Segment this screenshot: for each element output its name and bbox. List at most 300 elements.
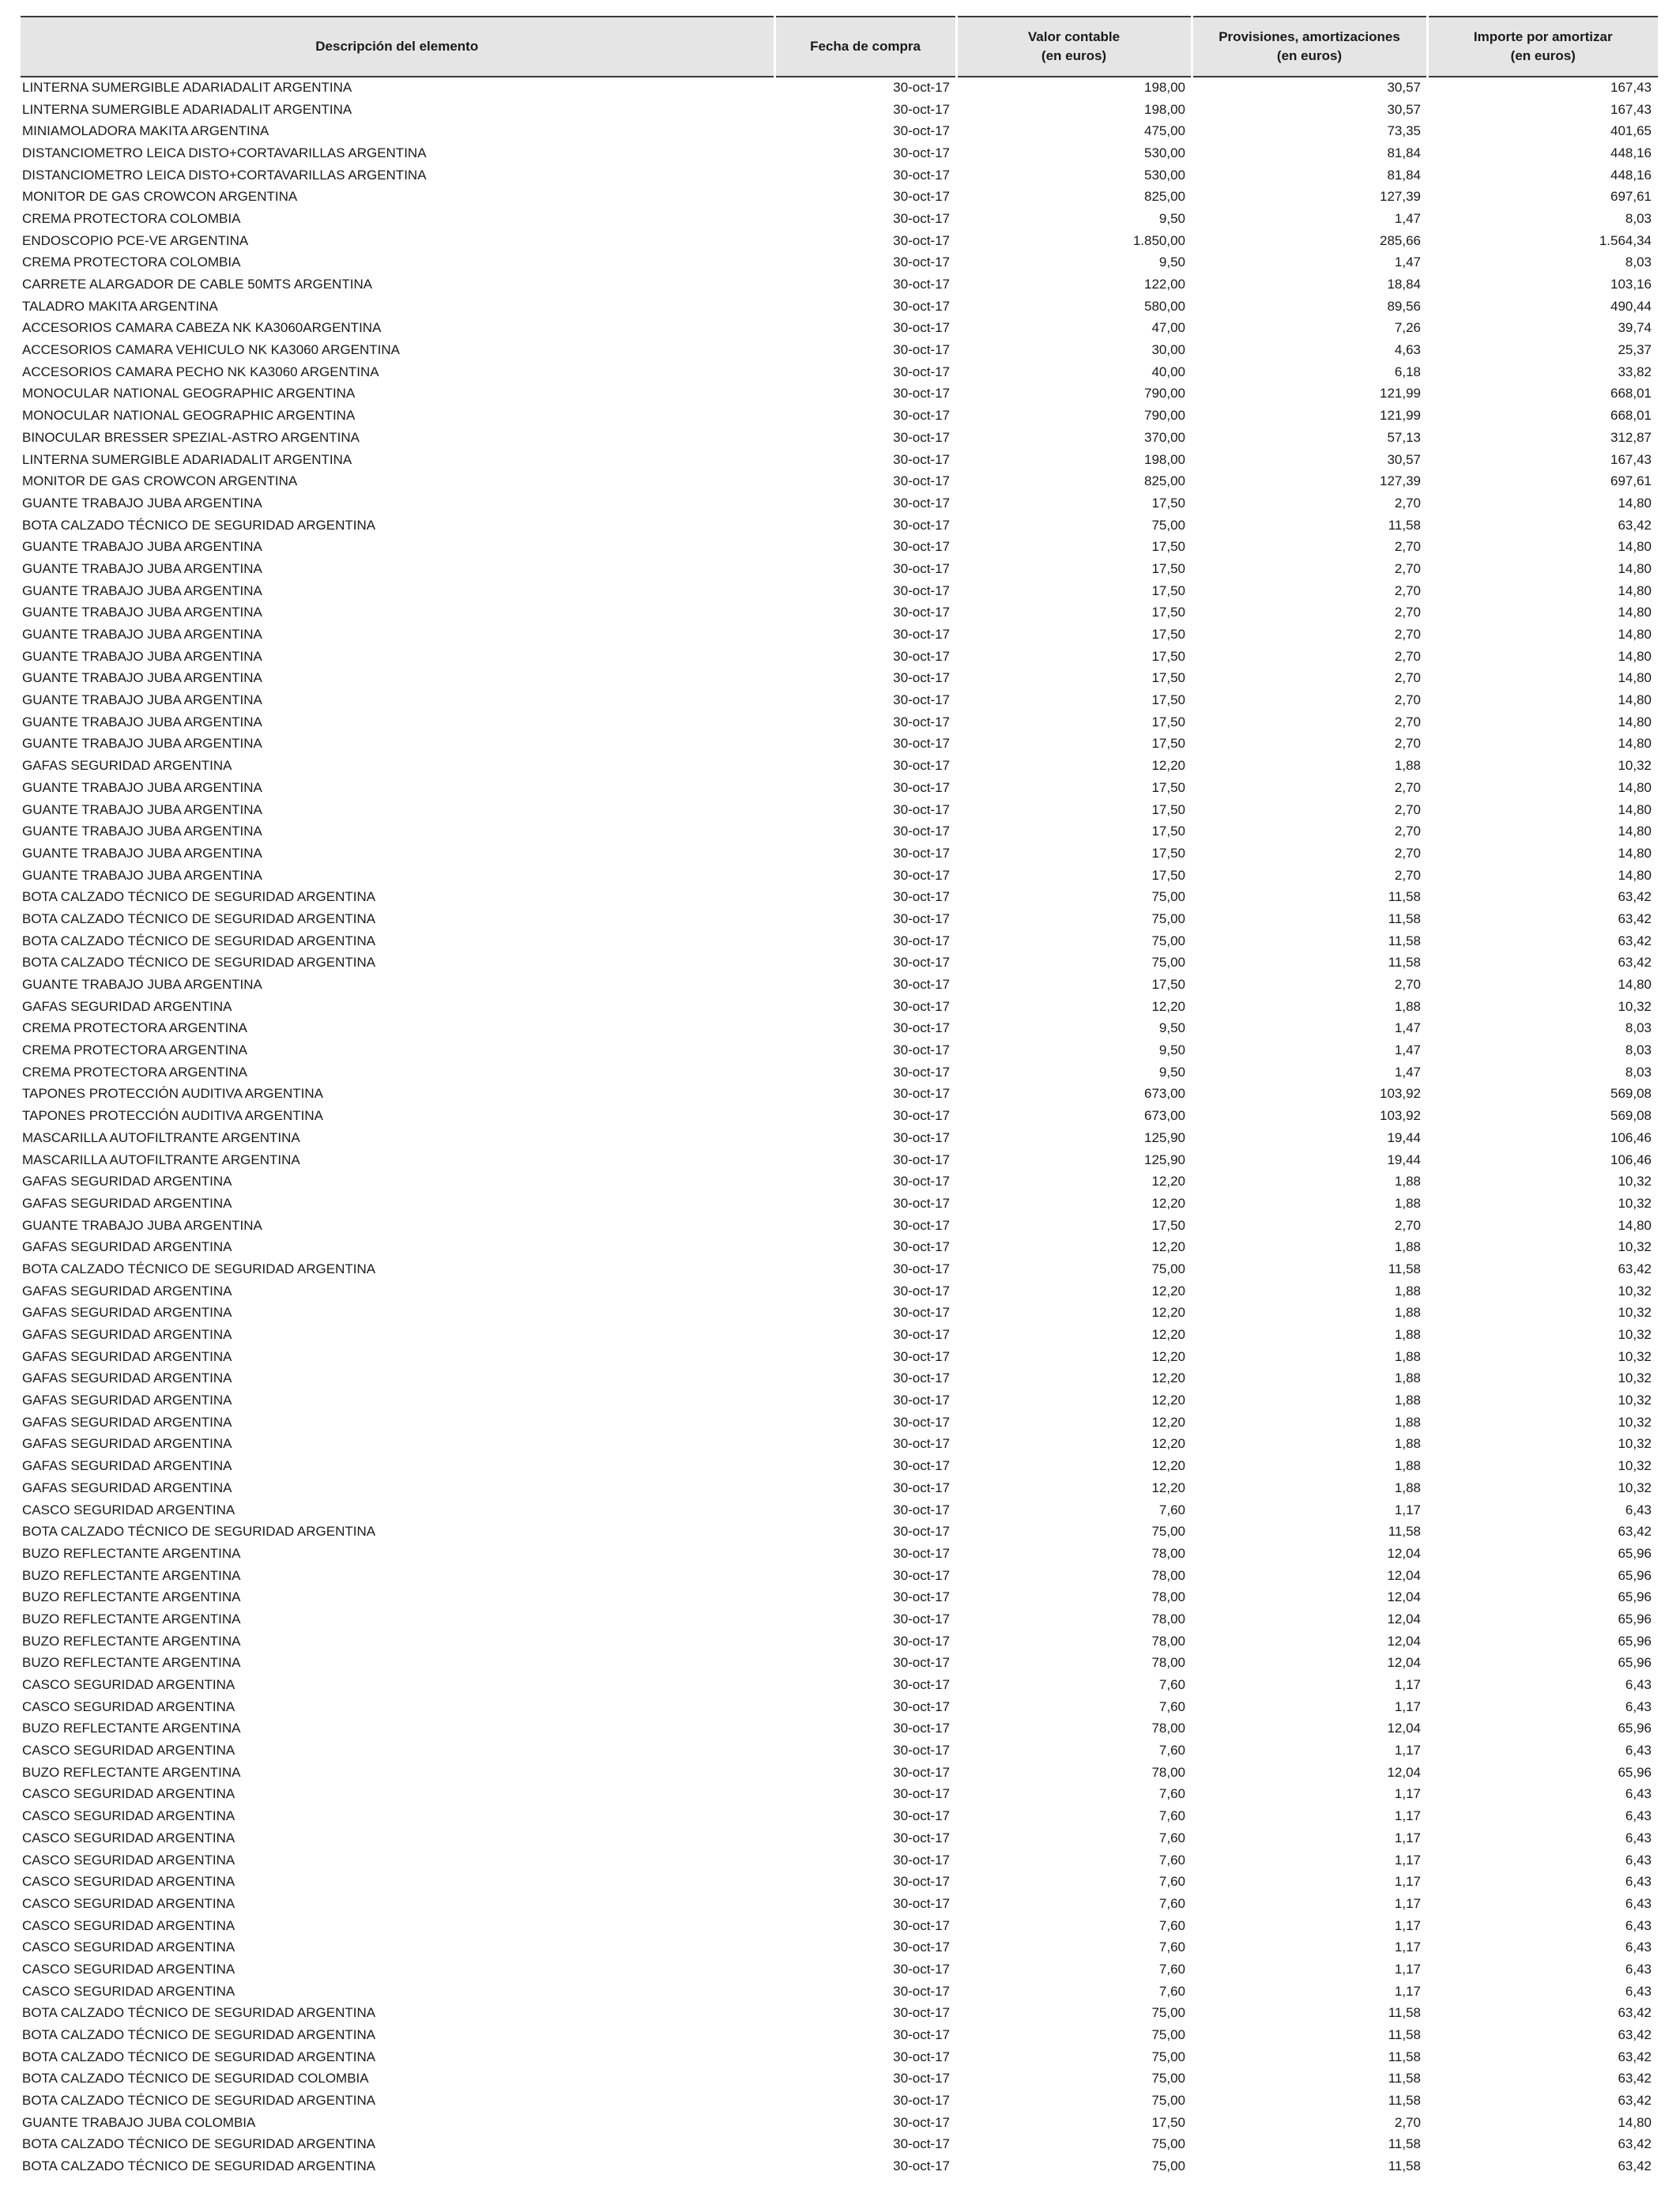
- cell-provisions: 30,57: [1387, 451, 1421, 467]
- cell-provisions: 1,17: [1394, 1502, 1421, 1517]
- cell-description: CASCO SEGURIDAD ARGENTINA: [22, 1830, 235, 1845]
- cell-book-value: 17,50: [1151, 692, 1185, 708]
- cell-amount-to-amortize: 10,32: [1618, 1305, 1652, 1321]
- cell-book-value: 7,60: [1158, 1917, 1185, 1933]
- cell-provisions: 2,70: [1394, 2114, 1421, 2130]
- cell-book-value: 78,00: [1151, 1721, 1185, 1736]
- cell-purchase-date: 30-oct-17: [893, 2071, 950, 2087]
- cell-purchase-date: 30-oct-17: [893, 232, 950, 248]
- cell-description: GAFAS SEGURIDAD ARGENTINA: [22, 998, 232, 1014]
- cell-purchase-date: 30-oct-17: [893, 277, 950, 292]
- cell-book-value: 78,00: [1151, 1589, 1185, 1605]
- cell-amount-to-amortize: 8,03: [1625, 1064, 1652, 1080]
- cell-purchase-date: 30-oct-17: [893, 1743, 950, 1759]
- cell-provisions: 1,88: [1394, 1195, 1421, 1211]
- cell-description: CREMA PROTECTORA ARGENTINA: [22, 1042, 247, 1058]
- cell-amount-to-amortize: 63,42: [1618, 955, 1652, 971]
- cell-purchase-date: 30-oct-17: [893, 1502, 950, 1517]
- cell-description: CASCO SEGURIDAD ARGENTINA: [22, 1808, 235, 1824]
- cell-purchase-date: 30-oct-17: [893, 1458, 950, 1474]
- table-row: [21, 1762, 1658, 1784]
- cell-provisions: 11,58: [1388, 2027, 1421, 2043]
- cell-description: CASCO SEGURIDAD ARGENTINA: [22, 1940, 235, 1955]
- cell-amount-to-amortize: 103,16: [1610, 277, 1652, 292]
- cell-amount-to-amortize: 10,32: [1618, 1239, 1652, 1255]
- cell-book-value: 825,00: [1144, 473, 1185, 489]
- cell-provisions: 2,70: [1394, 539, 1421, 555]
- cell-book-value: 125,90: [1144, 1152, 1185, 1167]
- cell-provisions: 2,70: [1394, 627, 1421, 643]
- table-row: [21, 865, 1658, 887]
- table-row: [21, 1434, 1658, 1456]
- cell-description: MONOCULAR NATIONAL GEOGRAPHIC ARGENTINA: [22, 386, 356, 401]
- cell-amount-to-amortize: 39,74: [1618, 320, 1652, 336]
- cell-purchase-date: 30-oct-17: [893, 539, 950, 555]
- cell-description: BUZO REFLECTANTE ARGENTINA: [22, 1567, 241, 1583]
- cell-book-value: 9,50: [1158, 1020, 1185, 1036]
- table-row: [21, 1915, 1658, 1937]
- cell-description: MASCARILLA AUTOFILTRANTE ARGENTINA: [22, 1152, 300, 1167]
- cell-description: ACCESORIOS CAMARA PECHO NK KA3060 ARGENTINA: [22, 364, 379, 379]
- cell-provisions: 2,70: [1394, 801, 1421, 817]
- cell-amount-to-amortize: 569,08: [1610, 1086, 1652, 1102]
- cell-purchase-date: 30-oct-17: [893, 1677, 950, 1693]
- table-row: [21, 1149, 1658, 1171]
- cell-amount-to-amortize: 6,43: [1625, 1983, 1652, 1999]
- cell-provisions: 12,04: [1387, 1721, 1421, 1736]
- cell-description: GUANTE TRABAJO JUBA ARGENTINA: [22, 824, 262, 839]
- cell-provisions: 11,58: [1388, 933, 1421, 948]
- cell-purchase-date: 30-oct-17: [893, 1633, 950, 1649]
- table-row: [21, 1740, 1658, 1762]
- cell-amount-to-amortize: 10,32: [1618, 1480, 1652, 1495]
- cell-amount-to-amortize: 10,32: [1618, 1327, 1652, 1343]
- cell-amount-to-amortize: 697,61: [1610, 473, 1652, 489]
- table-row: [21, 1936, 1658, 1958]
- table-row: [21, 799, 1658, 821]
- header-book-value: Valor contable (en euros): [956, 17, 1192, 77]
- cell-provisions: 81,84: [1387, 167, 1421, 183]
- cell-purchase-date: 30-oct-17: [893, 1414, 950, 1430]
- cell-description: BOTA CALZADO TÉCNICO DE SEGURIDAD ARGENTINA: [22, 2158, 376, 2174]
- cell-purchase-date: 30-oct-17: [893, 1108, 950, 1124]
- cell-description: GUANTE TRABAJO JUBA ARGENTINA: [22, 495, 262, 511]
- cell-purchase-date: 30-oct-17: [893, 1064, 950, 1080]
- cell-amount-to-amortize: 6,43: [1625, 1895, 1652, 1911]
- cell-amount-to-amortize: 6,43: [1625, 1830, 1652, 1845]
- table-row: [21, 996, 1658, 1018]
- cell-description: GUANTE TRABAJO JUBA ARGENTINA: [22, 714, 262, 729]
- cell-purchase-date: 30-oct-17: [893, 1283, 950, 1299]
- cell-purchase-date: 30-oct-17: [893, 801, 950, 817]
- table-row: [21, 580, 1658, 602]
- cell-amount-to-amortize: 6,43: [1625, 1874, 1652, 1890]
- cell-description: BUZO REFLECTANTE ARGENTINA: [22, 1721, 241, 1736]
- cell-amount-to-amortize: 63,42: [1618, 2027, 1652, 2043]
- cell-purchase-date: 30-oct-17: [893, 298, 950, 314]
- cell-purchase-date: 30-oct-17: [893, 1348, 950, 1364]
- cell-purchase-date: 30-oct-17: [893, 670, 950, 686]
- cell-amount-to-amortize: 10,32: [1618, 1458, 1652, 1474]
- cell-provisions: 11,58: [1388, 910, 1421, 926]
- cell-book-value: 580,00: [1144, 298, 1185, 314]
- cell-purchase-date: 30-oct-17: [893, 758, 950, 774]
- cell-book-value: 9,50: [1158, 210, 1185, 226]
- cell-provisions: 1,17: [1394, 1961, 1421, 1977]
- cell-purchase-date: 30-oct-17: [893, 320, 950, 336]
- cell-description: BOTA CALZADO TÉCNICO DE SEGURIDAD COLOMBIA: [22, 2071, 369, 2087]
- cell-description: GUANTE TRABAJO JUBA ARGENTINA: [22, 627, 262, 643]
- cell-purchase-date: 30-oct-17: [893, 1874, 950, 1890]
- cell-description: BUZO REFLECTANTE ARGENTINA: [22, 1589, 241, 1605]
- cell-amount-to-amortize: 14,80: [1618, 627, 1652, 643]
- cell-amount-to-amortize: 10,32: [1618, 1393, 1652, 1408]
- cell-purchase-date: 30-oct-17: [893, 1567, 950, 1583]
- table-row: [21, 624, 1658, 646]
- cell-description: CASCO SEGURIDAD ARGENTINA: [22, 1983, 235, 1999]
- cell-book-value: 17,50: [1151, 714, 1185, 729]
- table-row: [21, 1871, 1658, 1893]
- cell-provisions: 12,04: [1387, 1611, 1421, 1627]
- cell-book-value: 530,00: [1144, 145, 1185, 160]
- table-row: [21, 886, 1658, 908]
- table-row: [21, 1258, 1658, 1280]
- cell-purchase-date: 30-oct-17: [893, 1589, 950, 1605]
- cell-amount-to-amortize: 63,42: [1618, 2071, 1652, 2087]
- table-row: [21, 1280, 1658, 1302]
- cell-description: BOTA CALZADO TÉCNICO DE SEGURIDAD ARGENTINA: [22, 2049, 376, 2064]
- cell-purchase-date: 30-oct-17: [893, 648, 950, 664]
- cell-book-value: 12,20: [1151, 1480, 1185, 1495]
- cell-provisions: 1,88: [1394, 758, 1421, 774]
- cell-amount-to-amortize: 8,03: [1625, 1042, 1652, 1058]
- cell-amount-to-amortize: 312,87: [1610, 429, 1652, 445]
- cell-book-value: 7,60: [1158, 1874, 1185, 1890]
- cell-purchase-date: 30-oct-17: [893, 1327, 950, 1343]
- cell-provisions: 1,88: [1394, 1370, 1421, 1386]
- cell-description: ACCESORIOS CAMARA VEHICULO NK KA3060 ARGENTINA: [22, 342, 401, 358]
- cell-book-value: 7,60: [1158, 1502, 1185, 1517]
- cell-book-value: 75,00: [1151, 955, 1185, 971]
- table-row: [21, 1674, 1658, 1696]
- cell-description: GAFAS SEGURIDAD ARGENTINA: [22, 1458, 232, 1474]
- cell-amount-to-amortize: 63,42: [1618, 2136, 1652, 2152]
- cell-provisions: 285,66: [1380, 232, 1421, 248]
- table-row: [21, 1586, 1658, 1608]
- table-row: [21, 492, 1658, 515]
- cell-description: TAPONES PROTECCIÓN AUDITIVA ARGENTINA: [22, 1086, 323, 1102]
- table-row: [21, 2112, 1658, 2134]
- cell-provisions: 127,39: [1380, 189, 1421, 205]
- cell-book-value: 17,50: [1151, 648, 1185, 664]
- cell-description: BOTA CALZADO TÉCNICO DE SEGURIDAD ARGENTINA: [22, 1524, 376, 1540]
- cell-book-value: 17,50: [1151, 627, 1185, 643]
- table-row: [21, 1981, 1658, 2003]
- cell-provisions: 1,88: [1394, 1436, 1421, 1452]
- cell-provisions: 1,47: [1394, 1042, 1421, 1058]
- cell-provisions: 11,58: [1388, 889, 1421, 905]
- cell-book-value: 75,00: [1151, 1261, 1185, 1276]
- table-row: [21, 1039, 1658, 1061]
- cell-purchase-date: 30-oct-17: [893, 1655, 950, 1671]
- cell-book-value: 7,60: [1158, 1677, 1185, 1693]
- table-row: [21, 164, 1658, 187]
- cell-description: BINOCULAR BRESSER SPEZIAL-ASTRO ARGENTINA: [22, 429, 360, 445]
- cell-book-value: 75,00: [1151, 2158, 1185, 2174]
- table-row: [21, 974, 1658, 996]
- cell-book-value: 12,20: [1151, 1305, 1185, 1321]
- cell-description: CASCO SEGURIDAD ARGENTINA: [22, 1874, 235, 1890]
- cell-purchase-date: 30-oct-17: [893, 473, 950, 489]
- cell-amount-to-amortize: 6,43: [1625, 1677, 1652, 1693]
- cell-purchase-date: 30-oct-17: [893, 364, 950, 379]
- cell-purchase-date: 30-oct-17: [893, 2158, 950, 2174]
- cell-provisions: 1,88: [1394, 998, 1421, 1014]
- cell-description: CREMA PROTECTORA ARGENTINA: [22, 1064, 247, 1080]
- table-row: [21, 273, 1658, 296]
- cell-book-value: 12,20: [1151, 1283, 1185, 1299]
- cell-purchase-date: 30-oct-17: [893, 167, 950, 183]
- cell-description: GAFAS SEGURIDAD ARGENTINA: [22, 1195, 232, 1211]
- cell-amount-to-amortize: 14,80: [1618, 867, 1652, 883]
- table-row: [21, 1893, 1658, 1915]
- cell-provisions: 6,18: [1394, 364, 1421, 379]
- table-row: [21, 230, 1658, 252]
- cell-book-value: 17,50: [1151, 824, 1185, 839]
- cell-description: GUANTE TRABAJO JUBA ARGENTINA: [22, 867, 262, 883]
- cell-purchase-date: 30-oct-17: [893, 714, 950, 729]
- cell-book-value: 7,60: [1158, 1743, 1185, 1759]
- cell-amount-to-amortize: 668,01: [1610, 386, 1652, 401]
- cell-description: GUANTE TRABAJO JUBA ARGENTINA: [22, 648, 262, 664]
- cell-purchase-date: 30-oct-17: [893, 736, 950, 752]
- cell-amount-to-amortize: 8,03: [1625, 1020, 1652, 1036]
- cell-amount-to-amortize: 6,43: [1625, 1852, 1652, 1868]
- cell-provisions: 1,88: [1394, 1414, 1421, 1430]
- cell-description: GAFAS SEGURIDAD ARGENTINA: [22, 758, 232, 774]
- cell-book-value: 12,20: [1151, 1348, 1185, 1364]
- table-row: [21, 1236, 1658, 1258]
- cell-description: GAFAS SEGURIDAD ARGENTINA: [22, 1348, 232, 1364]
- cell-book-value: 75,00: [1151, 2005, 1185, 2021]
- cell-provisions: 1,17: [1394, 1786, 1421, 1802]
- table-row: [21, 1849, 1658, 1872]
- cell-amount-to-amortize: 63,42: [1618, 889, 1652, 905]
- cell-amount-to-amortize: 14,80: [1618, 648, 1652, 664]
- cell-provisions: 11,58: [1388, 2049, 1421, 2064]
- table-row: [21, 1105, 1658, 1127]
- cell-amount-to-amortize: 63,42: [1618, 933, 1652, 948]
- cell-book-value: 12,20: [1151, 1327, 1185, 1343]
- cell-amount-to-amortize: 63,42: [1618, 2005, 1652, 2021]
- cell-book-value: 78,00: [1151, 1633, 1185, 1649]
- cell-book-value: 30,00: [1151, 342, 1185, 358]
- cell-provisions: 1,47: [1394, 1064, 1421, 1080]
- cell-purchase-date: 30-oct-17: [893, 692, 950, 708]
- cell-book-value: 1.850,00: [1132, 232, 1185, 248]
- cell-amount-to-amortize: 10,32: [1618, 1414, 1652, 1430]
- cell-book-value: 7,60: [1158, 1698, 1185, 1714]
- cell-book-value: 122,00: [1144, 277, 1185, 292]
- cell-purchase-date: 30-oct-17: [893, 2093, 950, 2109]
- cell-amount-to-amortize: 25,37: [1618, 342, 1652, 358]
- cell-amount-to-amortize: 6,43: [1625, 1786, 1652, 1802]
- cell-purchase-date: 30-oct-17: [893, 998, 950, 1014]
- cell-amount-to-amortize: 10,32: [1618, 1436, 1652, 1452]
- cell-amount-to-amortize: 8,03: [1625, 210, 1652, 226]
- cell-provisions: 2,70: [1394, 692, 1421, 708]
- table-row: [21, 1193, 1658, 1215]
- cell-description: GUANTE TRABAJO JUBA ARGENTINA: [22, 801, 262, 817]
- cell-purchase-date: 30-oct-17: [893, 1261, 950, 1276]
- cell-book-value: 78,00: [1151, 1655, 1185, 1671]
- cell-description: GUANTE TRABAJO JUBA ARGENTINA: [22, 560, 262, 576]
- table-row: [21, 1543, 1658, 1565]
- table-row: [21, 120, 1658, 142]
- cell-provisions: 2,70: [1394, 779, 1421, 795]
- cell-amount-to-amortize: 6,43: [1625, 1940, 1652, 1955]
- cell-book-value: 17,50: [1151, 779, 1185, 795]
- cell-book-value: 17,50: [1151, 2114, 1185, 2130]
- cell-provisions: 1,88: [1394, 1174, 1421, 1189]
- cell-book-value: 75,00: [1151, 2049, 1185, 2064]
- cell-purchase-date: 30-oct-17: [893, 123, 950, 139]
- table-row: [21, 339, 1658, 361]
- header-provisions: Provisiones, amortizaciones (en euros): [1192, 17, 1427, 77]
- table-row: [21, 361, 1658, 383]
- cell-description: CREMA PROTECTORA COLOMBIA: [22, 254, 241, 270]
- cell-description: CASCO SEGURIDAD ARGENTINA: [22, 1786, 235, 1802]
- cell-book-value: 17,50: [1151, 560, 1185, 576]
- cell-description: GAFAS SEGURIDAD ARGENTINA: [22, 1239, 232, 1255]
- cell-provisions: 11,58: [1388, 2158, 1421, 2174]
- cell-amount-to-amortize: 6,43: [1625, 1808, 1652, 1824]
- cell-book-value: 9,50: [1158, 254, 1185, 270]
- cell-description: BOTA CALZADO TÉCNICO DE SEGURIDAD ARGENTINA: [22, 2005, 376, 2021]
- cell-purchase-date: 30-oct-17: [893, 1020, 950, 1036]
- cell-provisions: 1,17: [1394, 1743, 1421, 1759]
- cell-amount-to-amortize: 14,80: [1618, 779, 1652, 795]
- cell-description: MONOCULAR NATIONAL GEOGRAPHIC ARGENTINA: [22, 408, 356, 424]
- cell-purchase-date: 30-oct-17: [893, 2136, 950, 2152]
- cell-provisions: 11,58: [1388, 2136, 1421, 2152]
- cell-description: BUZO REFLECTANTE ARGENTINA: [22, 1545, 241, 1561]
- cell-purchase-date: 30-oct-17: [893, 1698, 950, 1714]
- cell-provisions: 1,88: [1394, 1348, 1421, 1364]
- table-row: [21, 1608, 1658, 1630]
- cell-purchase-date: 30-oct-17: [893, 889, 950, 905]
- cell-provisions: 11,58: [1388, 2005, 1421, 2021]
- cell-amount-to-amortize: 6,43: [1625, 1698, 1652, 1714]
- cell-provisions: 12,04: [1387, 1633, 1421, 1649]
- cell-book-value: 17,50: [1151, 801, 1185, 817]
- cell-amount-to-amortize: 63,42: [1618, 1261, 1652, 1276]
- cell-provisions: 89,56: [1387, 298, 1421, 314]
- cell-provisions: 121,99: [1380, 408, 1421, 424]
- cell-provisions: 2,70: [1394, 1217, 1421, 1233]
- cell-provisions: 1,17: [1394, 1677, 1421, 1693]
- cell-provisions: 103,92: [1380, 1108, 1421, 1124]
- table-body: [21, 77, 1658, 2177]
- cell-description: LINTERNA SUMERGIBLE ADARIADALIT ARGENTINA: [22, 101, 352, 117]
- cell-amount-to-amortize: 14,80: [1618, 560, 1652, 576]
- cell-amount-to-amortize: 668,01: [1610, 408, 1652, 424]
- cell-book-value: 530,00: [1144, 167, 1185, 183]
- cell-purchase-date: 30-oct-17: [893, 254, 950, 270]
- cell-amount-to-amortize: 14,80: [1618, 582, 1652, 598]
- cell-book-value: 17,50: [1151, 977, 1185, 993]
- cell-description: GAFAS SEGURIDAD ARGENTINA: [22, 1436, 232, 1452]
- cell-amount-to-amortize: 14,80: [1618, 605, 1652, 620]
- cell-description: GUANTE TRABAJO JUBA ARGENTINA: [22, 539, 262, 555]
- table-row: [21, 646, 1658, 668]
- cell-purchase-date: 30-oct-17: [893, 1721, 950, 1736]
- cell-provisions: 2,70: [1394, 648, 1421, 664]
- cell-book-value: 12,20: [1151, 1195, 1185, 1211]
- cell-amount-to-amortize: 8,03: [1625, 254, 1652, 270]
- cell-provisions: 121,99: [1380, 386, 1421, 401]
- cell-book-value: 17,50: [1151, 1217, 1185, 1233]
- table-row: [21, 820, 1658, 843]
- table-row: [21, 1215, 1658, 1237]
- table-row: [21, 668, 1658, 690]
- table-row: [21, 952, 1658, 974]
- cell-book-value: 17,50: [1151, 867, 1185, 883]
- table-row: [21, 1630, 1658, 1653]
- cell-amount-to-amortize: 65,96: [1618, 1655, 1652, 1671]
- cell-provisions: 11,58: [1388, 1524, 1421, 1540]
- cell-amount-to-amortize: 106,46: [1610, 1152, 1652, 1167]
- cell-book-value: 7,60: [1158, 1895, 1185, 1911]
- cell-provisions: 12,04: [1387, 1567, 1421, 1583]
- table-row: [21, 1718, 1658, 1740]
- table-row: [21, 1061, 1658, 1084]
- cell-amount-to-amortize: 6,43: [1625, 1743, 1652, 1759]
- cell-purchase-date: 30-oct-17: [893, 1436, 950, 1452]
- cell-purchase-date: 30-oct-17: [893, 1545, 950, 1561]
- cell-description: GUANTE TRABAJO JUBA ARGENTINA: [22, 582, 262, 598]
- cell-amount-to-amortize: 14,80: [1618, 495, 1652, 511]
- table-row: [21, 1653, 1658, 1675]
- cell-book-value: 75,00: [1151, 933, 1185, 948]
- table-row: [21, 1127, 1658, 1149]
- table-row: [21, 142, 1658, 164]
- cell-description: TALADRO MAKITA ARGENTINA: [22, 298, 218, 314]
- cell-description: CASCO SEGURIDAD ARGENTINA: [22, 1502, 235, 1517]
- table-row: [21, 2068, 1658, 2090]
- cell-description: DISTANCIOMETRO LEICA DISTO+CORTAVARILLAS ARGENTINA: [22, 167, 427, 183]
- cell-purchase-date: 30-oct-17: [893, 1174, 950, 1189]
- cell-description: LINTERNA SUMERGIBLE ADARIADALIT ARGENTINA: [22, 451, 352, 467]
- cell-book-value: 17,50: [1151, 605, 1185, 620]
- table-row: [21, 2024, 1658, 2046]
- cell-purchase-date: 30-oct-17: [893, 1086, 950, 1102]
- cell-amount-to-amortize: 448,16: [1610, 167, 1652, 183]
- cell-purchase-date: 30-oct-17: [893, 1370, 950, 1386]
- cell-provisions: 1,17: [1394, 1983, 1421, 1999]
- cell-provisions: 30,57: [1387, 101, 1421, 117]
- cell-book-value: 75,00: [1151, 517, 1185, 533]
- cell-purchase-date: 30-oct-17: [893, 210, 950, 226]
- table-row: [21, 1784, 1658, 1806]
- cell-purchase-date: 30-oct-17: [893, 1524, 950, 1540]
- cell-book-value: 12,20: [1151, 758, 1185, 774]
- table-row: [21, 711, 1658, 733]
- cell-description: CASCO SEGURIDAD ARGENTINA: [22, 1677, 235, 1693]
- cell-description: GUANTE TRABAJO JUBA ARGENTINA: [22, 670, 262, 686]
- table-row: [21, 1171, 1658, 1193]
- cell-amount-to-amortize: 65,96: [1618, 1611, 1652, 1627]
